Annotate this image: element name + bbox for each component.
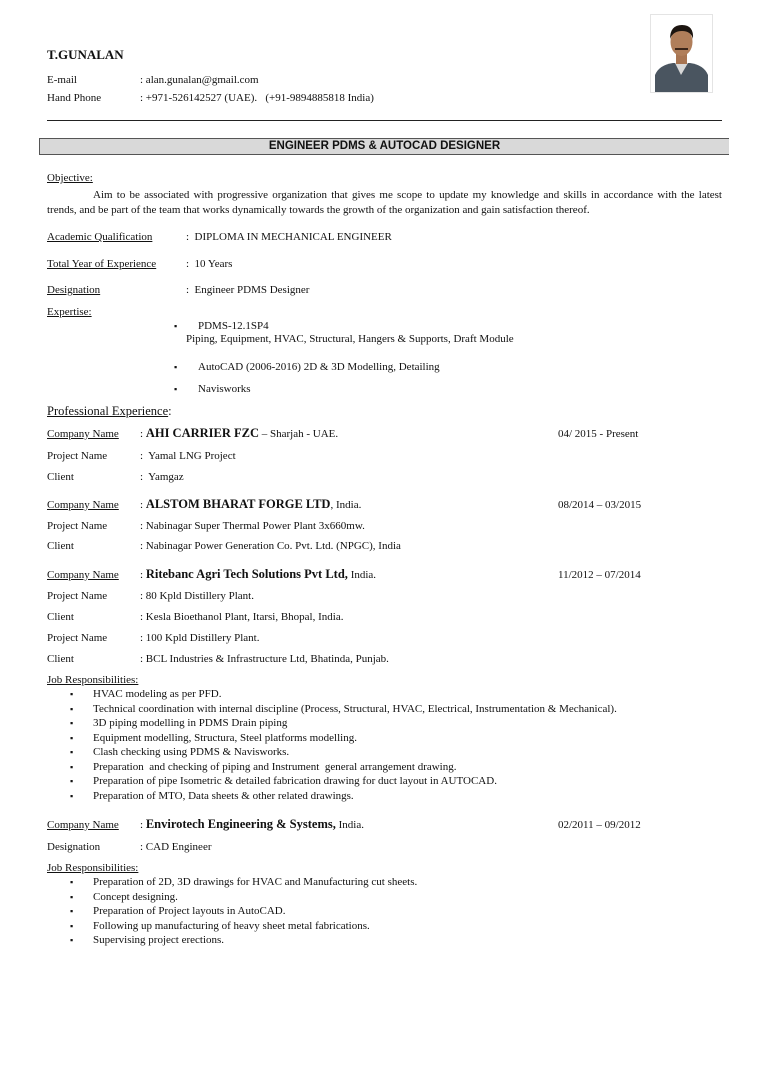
responsibility-item: Preparation of pipe Isometric & detailed fabrication drawing for duct layout in AUTOCAD. [93, 775, 497, 787]
responsibility-item: Preparation and checking of piping and Instrument general arrangement drawing. [93, 761, 457, 773]
row-label: Client [47, 540, 74, 552]
row-label: Client [47, 471, 74, 483]
row-label: Project Name [47, 520, 108, 532]
objective-body: Aim to be associated with progressive organization that gives me scope to update my knowledge and skills in accordance with the latest trends, and be part of the team that works dynamically towards the growth of the organization and gain satisfaction thereof. [47, 189, 722, 216]
bullet-icon: ▪ [70, 747, 74, 757]
bullet-icon: ▪ [70, 935, 74, 945]
employment-period: 08/2014 – 03/2015 [558, 499, 642, 511]
employment-period: 02/2011 – 09/2012 [558, 819, 641, 831]
objective-text [47, 188, 722, 217]
bullet-icon: ▪ [70, 776, 74, 786]
email-label: E-mail [47, 74, 77, 86]
responsibility-item: Following up manufacturing of heavy sheet metal fabrications. [93, 920, 370, 932]
company-line: : AHI CARRIER FZC – Sharjah - UAE. [140, 426, 339, 440]
row-label: Project Name [47, 632, 108, 644]
academic-qualification-label: Academic Qualification [47, 231, 153, 243]
bullet-icon: ▪ [70, 921, 74, 931]
company-suffix: India. [347, 569, 377, 581]
objective-heading: Objective: [47, 172, 93, 184]
responsibility-item: Clash checking using PDMS & Navisworks. [93, 746, 290, 758]
company-suffix: India. [335, 819, 364, 831]
row-value: : Nabinagar Super Thermal Power Plant 3x660mw. [140, 520, 365, 532]
responsibility-item: Concept designing. [93, 891, 178, 903]
row-value: : CAD Engineer [140, 841, 212, 853]
bullet-icon: ▪ [70, 877, 74, 887]
row-value: : 100 Kpld Distillery Plant. [140, 632, 260, 644]
expertise-item-navisworks: Navisworks [198, 383, 251, 395]
header-divider [47, 120, 722, 121]
responsibility-item: Supervising project erections. [93, 934, 225, 946]
row-label: Client [47, 653, 74, 665]
bullet-icon: ▪ [70, 733, 74, 743]
company-suffix: – Sharjah - UAE. [259, 428, 339, 440]
designation-value: : Engineer PDMS Designer [186, 284, 310, 296]
responsibilities-heading: Job Responsibilities: [47, 674, 139, 686]
academic-qualification-value: : DIPLOMA IN MECHANICAL ENGINEER [186, 231, 392, 243]
company-suffix: , India. [330, 499, 362, 511]
responsibility-item: Preparation of 2D, 3D drawings for HVAC and Manufacturing cut sheets. [93, 876, 418, 888]
row-value: : Nabinagar Power Generation Co. Pvt. Ltd. (NPGC), India [140, 540, 401, 552]
company-line: : Envirotech Engineering & Systems, India. [140, 817, 364, 831]
employment-period: 04/ 2015 - Present [558, 428, 639, 440]
bullet-icon: ▪ [70, 689, 74, 699]
row-label: Project Name [47, 590, 108, 602]
profile-photo [650, 14, 713, 93]
row-value: : Yamgaz [140, 471, 184, 483]
candidate-name: T.GUNALAN [47, 47, 124, 62]
company-line: : ALSTOM BHARAT FORGE LTD, India. [140, 497, 362, 511]
bullet-icon: ▪ [174, 362, 178, 372]
company-label: Company Name [47, 499, 119, 511]
bullet-icon: ▪ [70, 791, 74, 801]
responsibility-item: Equipment modelling, Structura, Steel platforms modelling. [93, 732, 357, 744]
profile-photo-image [651, 15, 712, 92]
company-label: Company Name [47, 569, 119, 581]
bullet-icon: ▪ [174, 321, 178, 331]
bullet-icon: ▪ [70, 704, 74, 714]
row-label: Project Name [47, 450, 108, 462]
bullet-icon: ▪ [174, 384, 178, 394]
row-value: : Yamal LNG Project [140, 450, 236, 462]
designation-label: Designation [47, 284, 101, 296]
email-value[interactable]: : alan.gunalan@gmail.com [140, 74, 259, 86]
row-value: : BCL Industries & Infrastructure Ltd, Bhatinda, Punjab. [140, 653, 389, 665]
experience-heading-text: Professional Experience [47, 404, 169, 418]
experience-heading-colon: : [168, 404, 172, 418]
responsibility-item: Preparation of MTO, Data sheets & other related drawings. [93, 790, 354, 802]
experience-heading [47, 404, 172, 419]
expertise-heading: Expertise: [47, 306, 92, 318]
responsibilities-heading: Job Responsibilities: [47, 862, 139, 874]
employment-period: 11/2012 – 07/2014 [558, 569, 641, 581]
company-name: Ritebanc Agri Tech Solutions Pvt Ltd, [145, 567, 348, 581]
total-experience-value: : 10 Years [186, 258, 233, 270]
responsibility-item: 3D piping modelling in PDMS Drain piping [93, 717, 288, 729]
row-value: : Kesla Bioethanol Plant, Itarsi, Bhopal, India. [140, 611, 344, 623]
row-label: Designation [47, 841, 101, 853]
bullet-icon: ▪ [70, 892, 74, 902]
bullet-icon: ▪ [70, 906, 74, 916]
total-experience-label: Total Year of Experience [47, 258, 157, 270]
expertise-item-pdms: PDMS-12.1SP4 [198, 320, 269, 332]
expertise-item-pdms-detail: Piping, Equipment, HVAC, Structural, Hangers & Supports, Draft Module [186, 333, 514, 345]
phone-value: : +971-526142527 (UAE). (+91-9894885818 India) [140, 92, 374, 104]
phone-label: Hand Phone [47, 92, 102, 104]
row-label: Client [47, 611, 74, 623]
company-name: Envirotech Engineering & Systems, [145, 817, 336, 831]
bullet-icon: ▪ [70, 762, 74, 772]
expertise-item-autocad: AutoCAD (2006-2016) 2D & 3D Modelling, Detailing [198, 361, 440, 373]
company-label: Company Name [47, 428, 119, 440]
company-name: ALSTOM BHARAT FORGE LTD [145, 497, 331, 511]
responsibility-item: Preparation of Project layouts in AutoCAD. [93, 905, 286, 917]
title-banner: ENGINEER PDMS & AUTOCAD DESIGNER [39, 138, 729, 155]
company-line: : Ritebanc Agri Tech Solutions Pvt Ltd, India. [140, 567, 377, 581]
bullet-icon: ▪ [70, 718, 74, 728]
responsibility-item: Technical coordination with internal discipline (Process, Structural, HVAC, Electrical, Instrumentation & Mechanical). [93, 703, 617, 715]
row-value: : 80 Kpld Distillery Plant. [140, 590, 254, 602]
responsibility-item: HVAC modeling as per PFD. [93, 688, 222, 700]
company-label: Company Name [47, 819, 119, 831]
company-name: AHI CARRIER FZC [145, 426, 260, 440]
